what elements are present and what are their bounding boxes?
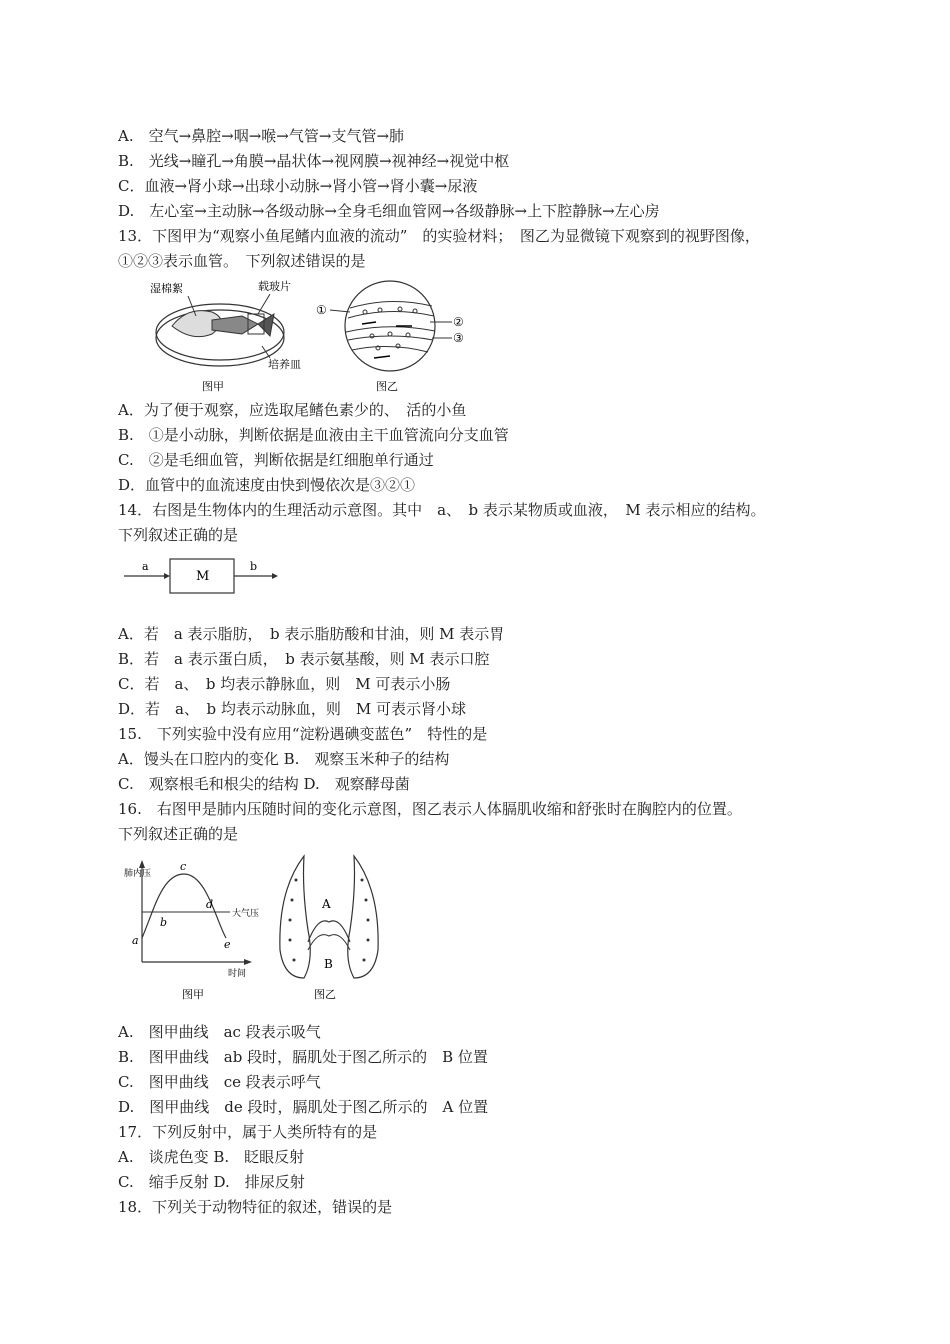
q13-option-a: A．为了便于观察，应选取尾鳍色素少的、 活的小鱼 [118, 401, 467, 419]
xlabel: 时间 [228, 969, 247, 979]
marker-2: ② [453, 315, 464, 329]
position-b: B [324, 957, 333, 971]
label-a: a [142, 560, 149, 573]
point-e: e [224, 938, 231, 951]
q13-option-b: B. ①是小动脉，判断依据是血液由主干血管流向分支血管 [118, 426, 509, 444]
caption-fig-jia: 图甲 [202, 380, 224, 393]
q12-option-b: B. 光线→瞳孔→角膜→晶状体→视网膜→视神经→视觉中枢 [118, 152, 510, 170]
q16-stem-line2: 下列叙述正确的是 [118, 825, 239, 843]
label-b: b [250, 560, 258, 573]
fish-dish-diagram [156, 294, 284, 366]
q14-option-d: D．若 a、 b 均表示动脉血，则 M 可表示肾小球 [118, 700, 466, 718]
q15-stem: 15. 下列实验中没有应用“淀粉遇碘变蓝色” 特性的是 [118, 725, 488, 743]
position-a: A [322, 897, 331, 911]
point-b: b [160, 916, 168, 929]
caption-fig-jia-16: 图甲 [182, 988, 204, 1000]
label-slide: 载玻片 [258, 280, 291, 293]
q13-figure [150, 276, 480, 396]
q17-options-ab: A. 谈虎色变 B. 眨眼反射 [118, 1148, 305, 1166]
microscope-view-diagram [330, 281, 452, 371]
q16-option-a: A. 图甲曲线 ac 段表示吸气 [118, 1023, 321, 1041]
label-dish: 培养皿 [268, 358, 301, 371]
q12-option-d: D. 左心室→主动脉→各级动脉→全身毛细血管网→各级静脉→上下腔静脉→左心房 [118, 202, 660, 220]
caption-fig-yi: 图乙 [376, 380, 398, 393]
q13-option-d: D．血管中的血流速度由快到慢依次是③②① [118, 476, 416, 494]
q12-option-c: C．血液→肾小球→出球小动脉→肾小管→肾小囊→尿液 [118, 177, 478, 195]
q13-option-c: C. ②是毛细血管，判断依据是红细胞单行通过 [118, 451, 434, 469]
marker-3: ③ [453, 331, 464, 345]
label-m: M [196, 569, 210, 584]
q14-option-c: C．若 a、 b 均表示静脉血，则 M 可表示小肠 [118, 675, 451, 693]
q13-stem-line1: 13．下图甲为“观察小鱼尾鳍内血液的流动” 的实验材料； 图乙为显微镜下观察到的视野图像， [118, 227, 760, 245]
marker-1: ① [316, 303, 327, 317]
caption-fig-yi-16: 图乙 [314, 988, 336, 1000]
atm-label: 大气压 [232, 909, 260, 919]
q14-option-a: A．若 a 表示脂肪， b 表示脂肪酸和甘油，则 M 表示胃 [118, 625, 505, 643]
q14-flow-diagram [120, 556, 290, 600]
q14-stem-line1: 14．右图是生物体内的生理活动示意图。其中 a、 b 表示某物质或血液， M 表示相应的结构。 [118, 501, 766, 519]
point-c: c [180, 860, 187, 873]
q16-option-b: B. 图甲曲线 ab 段时，膈肌处于图乙所示的 B 位置 [118, 1048, 488, 1066]
label-wet-cotton: 湿棉絮 [150, 282, 183, 295]
q13-stem-line2: ①②③表示血管。 下列叙述错误的是 [118, 252, 366, 270]
q12-option-a: A. 空气→鼻腔→咽→喉→气管→支气管→肺 [118, 127, 405, 145]
q17-stem: 17．下列反射中，属于人类所特有的是 [118, 1123, 378, 1141]
q18-stem: 18．下列关于动物特征的叙述，错误的是 [118, 1198, 393, 1216]
q14-stem-line2: 下列叙述正确的是 [118, 526, 239, 544]
q15-options-ab: A．馒头在口腔内的变化 B. 观察玉米种子的结构 [118, 750, 450, 768]
point-d: d [206, 898, 214, 911]
q15-options-cd: C. 观察根毛和根尖的结构 D. 观察酵母菌 [118, 775, 410, 793]
q17-options-cd: C. 缩手反射 D. 排尿反射 [118, 1173, 305, 1191]
q16-stem-line1: 16. 右图甲是肺内压随时间的变化示意图，图乙表示人体膈肌收缩和舒张时在胸腔内的位置。 [118, 800, 742, 818]
ylabel: 肺内压 [124, 869, 152, 879]
q16-option-d: D. 图甲曲线 de 段时，膈肌处于图乙所示的 A 位置 [118, 1098, 489, 1116]
point-a: a [132, 934, 139, 947]
q16-option-c: C. 图甲曲线 ce 段表示呼气 [118, 1073, 321, 1091]
q16-figure [118, 850, 388, 1000]
q14-option-b: B．若 a 表示蛋白质， b 表示氨基酸，则 M 表示口腔 [118, 650, 490, 668]
